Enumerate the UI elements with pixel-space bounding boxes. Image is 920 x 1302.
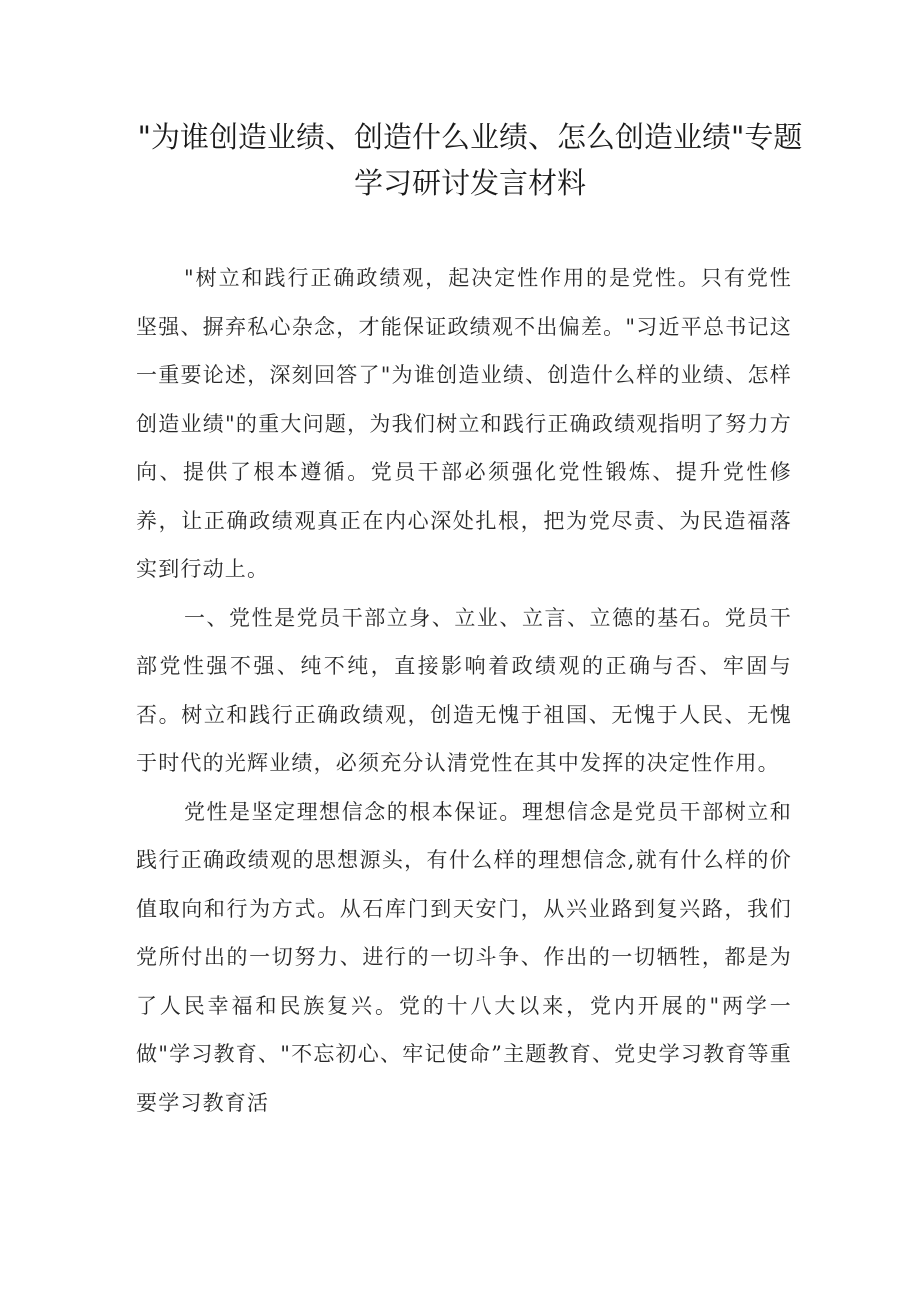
document-title: "为谁创造业绩、创造什么业绩、怎么创造业绩"专题学习研讨发言材料 (137, 120, 803, 200)
paragraph-intro: "树立和践行正确政绩观，起决定性作用的是党性。只有党性坚强、摒弃私心杂念，才能保证政绩观不出偏差。"习近平总书记这一重要论述，深刻回答了"为谁创造业绩、创造什么样的业绩、怎样创造业绩"的重大问题，为我们树立和践行正确政绩观指明了努力方向、提供了根本遵循。党员干部必须强化党性锻炼、提升党性修养，让正确政绩观真正在内心深处扎根，把为党尽责、为民造福落实到行动上。 (136, 266, 792, 581)
paragraph-ideals: 党性是坚定理想信念的根本保证。理想信念是党员干部树立和践行正确政绩观的思想源头，有什么样的理想信念,就有什么样的价值取向和行为方式。从石库门到天安门，从兴业路到复兴路，我们党所付出的一切努力、进行的一切斗争、作出的一切牺牲，都是为了人民幸福和民族复兴。党的十八大以来，党内开展的"两学一做"学习教育、"不忘初心、牢记使命”主题教育、党史学习教育等重要学习教育活 (136, 799, 792, 1115)
document-body (136, 254, 792, 1127)
paragraph-section-one: 一、党性是党员干部立身、立业、立言、立德的基石。党员干部党性强不强、纯不纯，直接影响着政绩观的正确与否、牢固与否。树立和践行正确政绩观，创造无愧于祖国、无愧于人民、无愧于时代的光辉业绩，必须充分认清党性在其中发挥的决定性作用。 (136, 605, 792, 775)
